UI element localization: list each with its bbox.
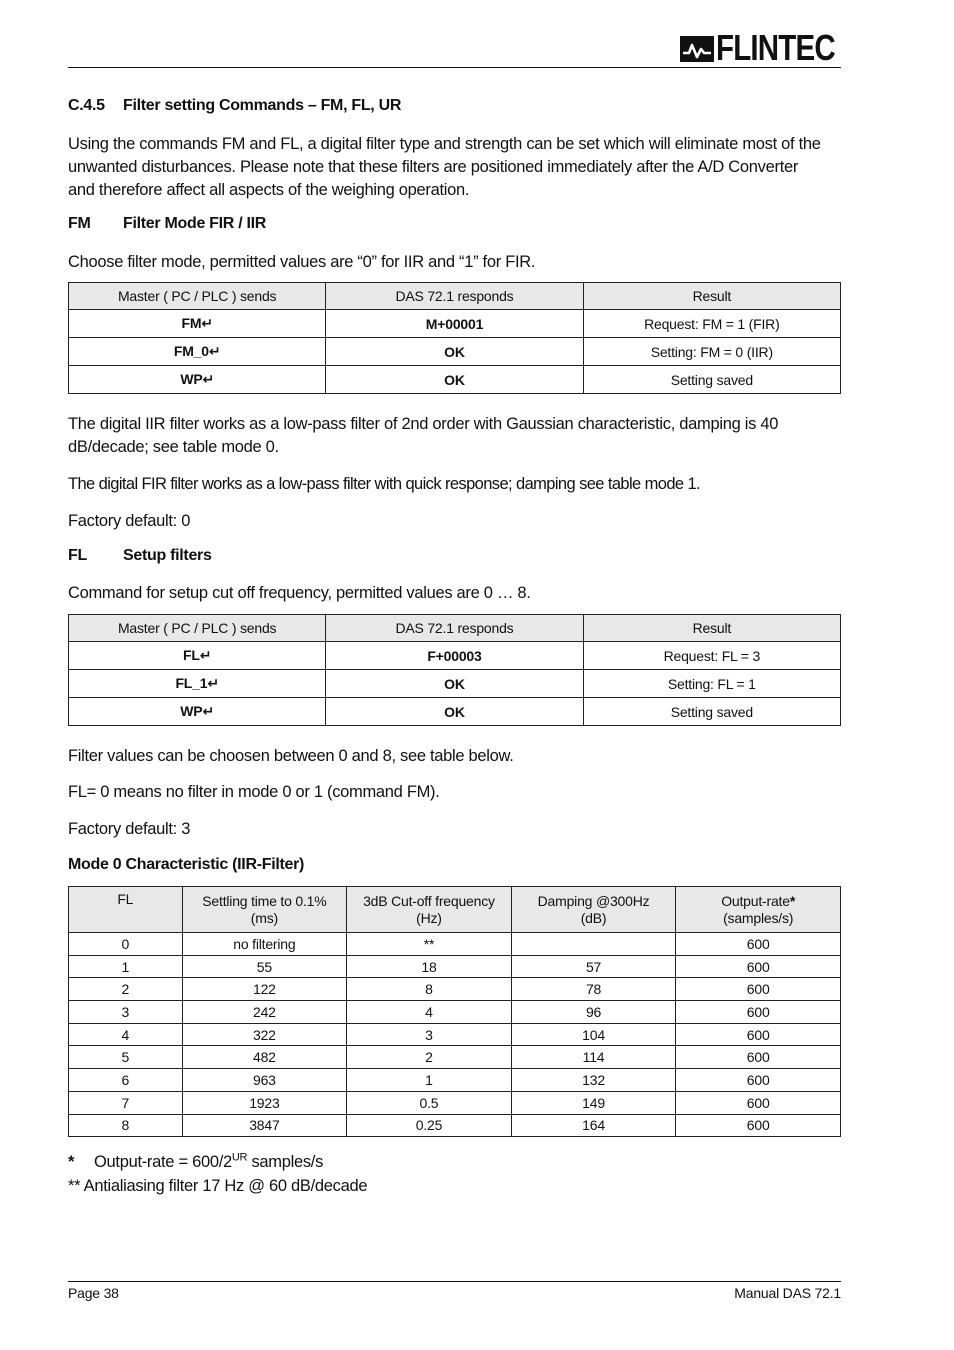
table-cell: OK [326,338,583,366]
table-cell: 322 [182,1023,347,1046]
table-cell: 5 [69,1046,183,1069]
header-unit: (samples/s) [723,909,794,926]
fl-title: Setup filters [123,547,212,564]
table-cell: 3 [69,1001,183,1024]
table-cell: 1 [347,1069,512,1092]
table-cell: Setting: FL = 1 [583,670,840,698]
table-row [69,698,841,726]
flintec-logo-mark [680,36,714,62]
table-cell: ** [347,933,512,956]
table-cell: OK [326,670,583,698]
table-header-row [69,283,841,310]
table-cell: Request: FM = 1 (FIR) [583,310,840,338]
mode0-table-body [69,933,841,1137]
section-heading [68,97,401,115]
footnote-text: samples/s [247,1153,324,1171]
footnote-text: Output-rate = 600/2 [94,1153,232,1171]
table-cell: 2 [347,1046,512,1069]
header-divider [68,67,841,68]
manual-name: Manual DAS 72.1 [734,1285,841,1301]
table-cell: 55 [182,955,347,978]
fm-title: Filter Mode FIR / IIR [123,215,267,232]
column-header: Master ( PC / PLC ) sends [69,283,326,310]
table-cell: M+00001 [326,310,583,338]
column-header-cutoff [347,887,512,933]
header-line: 3dB Cut-off frequency [363,892,495,909]
table-cell: 0 [69,933,183,956]
intro-line: unwanted disturbances. Please note that these filters are positioned immediately after the A/D Converter [68,158,799,176]
header-unit: (ms) [250,909,278,926]
fm-heading [68,215,266,233]
iir-line: The digital IIR filter works as a low-pass filter of 2nd order with Gaussian characteristic, damping is 40 [68,415,779,433]
header-line: FL [117,891,134,907]
table-row [69,955,841,978]
header-line: Settling time to 0.1% [202,892,327,909]
table-cell: 600 [676,1091,841,1114]
table-cell: 600 [676,1069,841,1092]
table-row [69,338,841,366]
table-cell: 3847 [182,1114,347,1137]
table-cell: Setting saved [583,366,840,394]
section-title: Filter setting Commands – FM, FL, UR [123,97,402,114]
header-line: Output-rate [721,892,790,909]
header-line: Damping @300Hz [537,892,650,909]
fm-description: Choose filter mode, permitted values are “0” for IIR and “1” for FIR. [68,253,536,271]
table-cell: 2 [69,978,183,1001]
table-row [69,670,841,698]
table-cell: OK [326,366,583,394]
column-header: DAS 72.1 responds [326,615,583,642]
table-row [69,642,841,670]
table-cell: 57 [511,955,676,978]
section-number: C.4.5 [68,97,105,114]
header-unit: (dB) [580,909,607,926]
table-cell: 600 [676,1046,841,1069]
table-cell: 18 [347,955,512,978]
table-cell: 78 [511,978,676,1001]
table-cell: 0.5 [347,1091,512,1114]
column-header: DAS 72.1 responds [326,283,583,310]
table-cell: Setting: FM = 0 (IIR) [583,338,840,366]
table-cell: WP↵ [69,698,326,726]
column-header: Result [583,615,840,642]
page-number: Page 38 [68,1285,119,1301]
column-header: Master ( PC / PLC ) sends [69,615,326,642]
table-row [69,310,841,338]
table-row [69,933,841,956]
table-cell: 104 [511,1023,676,1046]
column-header-output-rate [676,887,841,933]
table-cell: 96 [511,1001,676,1024]
column-header-settling [182,887,347,933]
table-header-row [69,615,841,642]
table-cell: 482 [182,1046,347,1069]
table-cell: 963 [182,1069,347,1092]
table-row [69,366,841,394]
fm-code: FM [68,215,91,232]
table-cell: 132 [511,1069,676,1092]
table-cell: 3 [347,1023,512,1046]
fl-factory-default: Factory default: 3 [68,820,191,838]
fl-command-table [68,614,841,726]
fir-paragraph: The digital FIR filter works as a low-pass filter with quick response; damping see table mode 1. [68,475,701,493]
fl-heading [68,547,212,565]
footer-divider [68,1281,841,1282]
table-cell: 149 [511,1091,676,1114]
fl-description: Command for setup cut off frequency, permitted values are 0 … 8. [68,584,531,602]
fm-factory-default: Factory default: 0 [68,512,191,530]
table-cell: 242 [182,1001,347,1024]
iir-line: dB/decade; see table mode 0. [68,438,279,456]
table-row [69,1114,841,1137]
footnote-star: * [68,1153,75,1171]
table-cell: 4 [69,1023,183,1046]
table-cell: no filtering [182,933,347,956]
table-cell: FL_1↵ [69,670,326,698]
table-cell: 600 [676,978,841,1001]
table-cell [511,933,676,956]
mode0-table [68,886,841,1137]
table-cell: 600 [676,955,841,978]
footnote-superscript: UR [231,1151,248,1164]
table-row [69,1001,841,1024]
table-cell: 8 [347,978,512,1001]
fl-note-range: Filter values can be choosen between 0 and 8, see table below. [68,747,514,765]
table-cell: FM_0↵ [69,338,326,366]
table-cell: 4 [347,1001,512,1024]
table-row [69,1069,841,1092]
fm-command-table [68,282,841,394]
table-row [69,978,841,1001]
table-cell: 600 [676,1023,841,1046]
column-header: Result [583,283,840,310]
table-cell: Request: FL = 3 [583,642,840,670]
intro-line: Using the commands FM and FL, a digital filter type and strength can be set which will eliminate most of the [68,135,821,153]
table-cell: OK [326,698,583,726]
iir-paragraph [68,413,778,459]
table-cell: FM↵ [69,310,326,338]
footnote-output-rate [68,1151,323,1174]
table-cell: 8 [69,1114,183,1137]
table-row [69,1023,841,1046]
table-cell: 1923 [182,1091,347,1114]
fl-code: FL [68,547,87,564]
column-header-damping [511,887,676,933]
table-cell: 122 [182,978,347,1001]
table-row [69,1091,841,1114]
intro-paragraph [68,133,821,202]
table-cell: WP↵ [69,366,326,394]
table-cell: Setting saved [583,698,840,726]
table-row [69,1046,841,1069]
table-cell: 114 [511,1046,676,1069]
header-unit: (Hz) [416,909,442,926]
flintec-logo-text: FLINTEC [716,27,835,68]
intro-line: and therefore affect all aspects of the weighing operation. [68,181,470,199]
table-cell: 6 [69,1069,183,1092]
table-cell: 7 [69,1091,183,1114]
table-cell: 600 [676,1114,841,1137]
table-header-row [69,887,841,933]
column-header-fl [69,887,183,933]
flintec-logo [680,27,842,68]
table-cell: 164 [511,1114,676,1137]
fl-note-zero: FL= 0 means no filter in mode 0 or 1 (command FM). [68,783,440,801]
table-cell: 600 [676,933,841,956]
asterisk-mark: * [789,892,796,909]
mode0-heading: Mode 0 Characteristic (IIR-Filter) [68,856,305,873]
table-cell: FL↵ [69,642,326,670]
table-cell: 0.25 [347,1114,512,1137]
table-cell: F+00003 [326,642,583,670]
footnote-antialiasing: ** Antialiasing filter 17 Hz @ 60 dB/decade [68,1177,368,1195]
table-cell: 1 [69,955,183,978]
table-cell: 600 [676,1001,841,1024]
